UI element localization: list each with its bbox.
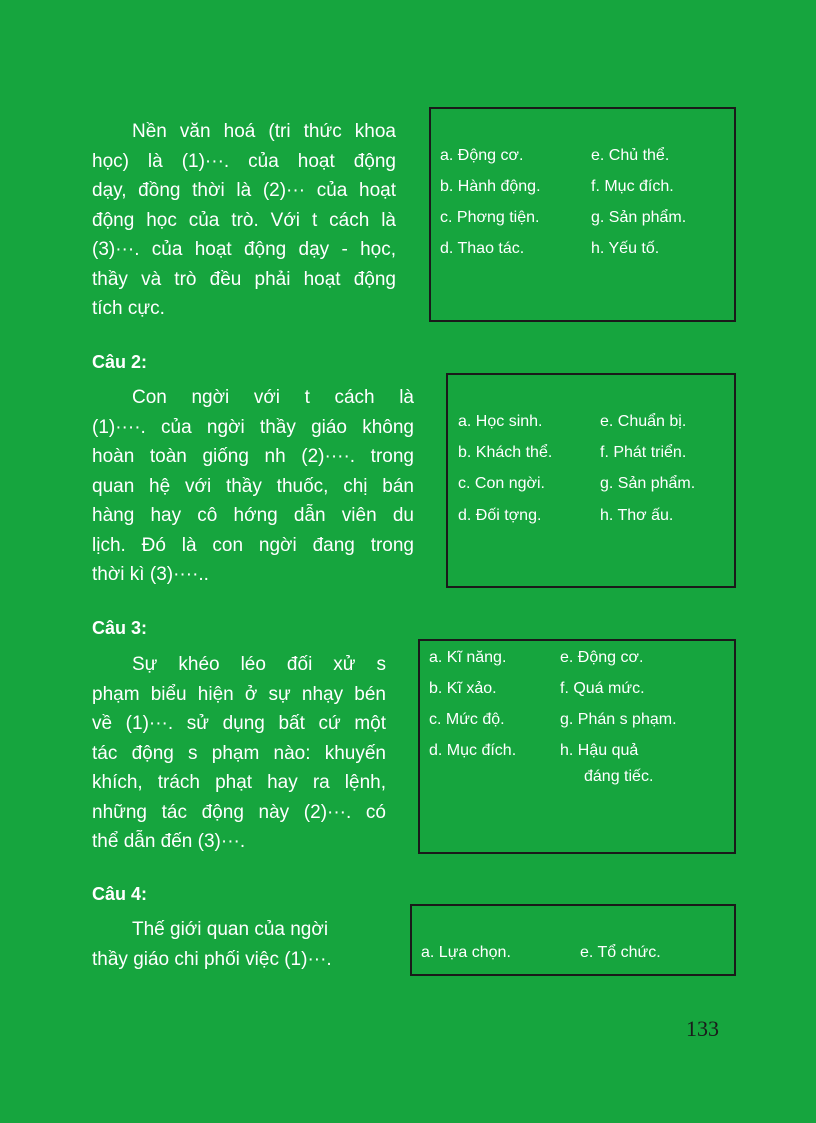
q1-paragraph <box>92 117 396 324</box>
q3-line: thể dẫn đến (3)···. <box>92 831 246 852</box>
q1-option: h. Yếu tố. <box>591 240 660 257</box>
q1-line: (3)···. của hoạt động dạy - học, <box>92 239 396 260</box>
q1-options-box <box>429 107 736 322</box>
page-number: 133 <box>686 1016 719 1041</box>
q1-line: tích cực. <box>92 298 165 319</box>
q2-option: b. Khách thể. <box>458 444 553 461</box>
q4-heading: Câu 4: <box>92 884 148 904</box>
q3-paragraph <box>92 650 386 857</box>
q2-line: lịch. Đó là con ngời đang trong <box>92 534 414 556</box>
q4-option: e. Tổ chức. <box>580 944 661 961</box>
q2-line: hoàn toàn giống nh (2)····. trong <box>92 446 414 467</box>
q3-heading: Câu 3: <box>92 618 148 638</box>
q4-line: thầy giáo chi phối việc (1)···. <box>92 948 332 970</box>
q2-options-box <box>446 373 736 588</box>
q2-line: (1)····. của ngời thầy giáo không <box>92 416 414 438</box>
q2-line: thời kì (3)····.. <box>92 564 209 585</box>
q1-option: a. Động cơ. <box>440 147 524 164</box>
q3-option: g. Phán s phạm. <box>560 711 677 728</box>
q2-option: e. Chuẩn bị. <box>600 413 687 430</box>
q1-option: e. Chủ thể. <box>591 147 670 164</box>
q2-line: hàng hay cô hớng dẫn viên du <box>92 505 414 526</box>
q3-line: về (1)···. sử dụng bất cứ một <box>92 713 386 734</box>
q2-option: h. Thơ ấu. <box>600 507 674 524</box>
q2-line: Con ngời với t cách là <box>132 387 414 408</box>
q1-line: dạy, đồng thời là (2)··· của hoạt <box>92 180 396 201</box>
q4-option: a. Lựa chọn. <box>421 944 511 961</box>
q3-line: những tác động này (2)···. có <box>92 801 386 823</box>
q3-option: c. Mức độ. <box>429 711 505 728</box>
q1-option: f. Mục đích. <box>591 178 674 195</box>
q2-heading: Câu 2: <box>92 352 148 372</box>
q2-option: c. Con ngời. <box>458 475 545 492</box>
q3-line: phạm biểu hiện ở sự nhạy bén <box>92 683 386 705</box>
q3-line: tác động s phạm nào: khuyến <box>92 742 386 764</box>
q2-option: f. Phát triển. <box>600 444 687 461</box>
q3-option: b. Kĩ xảo. <box>429 680 497 697</box>
q2-line: quan hệ với thầy thuốc, chị bán <box>92 475 414 497</box>
q3-option: đáng tiếc. <box>584 768 654 785</box>
q1-line: Nền văn hoá (tri thức khoa <box>132 121 396 142</box>
q2-paragraph <box>92 383 414 590</box>
q2-option: g. Sản phẩm. <box>600 475 696 492</box>
q4-paragraph <box>92 915 378 974</box>
q3-option: d. Mục đích. <box>429 742 517 759</box>
q3-line: Sự khéo léo đối xử s <box>132 654 386 675</box>
q1-line: học) là (1)···. của hoạt động <box>92 150 396 172</box>
q4-options-box <box>410 904 736 976</box>
q1-line: động học của trò. Với t cách là <box>92 209 396 231</box>
q3-options-box <box>418 639 736 854</box>
q3-option: e. Động cơ. <box>560 649 644 666</box>
q3-line: khích, trách phạt hay ra lệnh, <box>92 772 386 793</box>
q2-option: a. Học sinh. <box>458 413 543 430</box>
q2-option: d. Đối tợng. <box>458 507 542 524</box>
q1-line: thầy và trò đều phải hoạt động <box>92 268 396 290</box>
q3-option: a. Kĩ năng. <box>429 649 507 666</box>
q1-option: d. Thao tác. <box>440 240 525 257</box>
q4-line: Thế giới quan của ngời <box>132 919 329 940</box>
q3-option: f. Quá mức. <box>560 680 645 697</box>
q1-option: c. Phơng tiện. <box>440 209 540 226</box>
q1-option: g. Sản phẩm. <box>591 209 687 226</box>
q3-option: h. Hậu quả <box>560 742 639 759</box>
q1-option: b. Hành động. <box>440 178 541 195</box>
